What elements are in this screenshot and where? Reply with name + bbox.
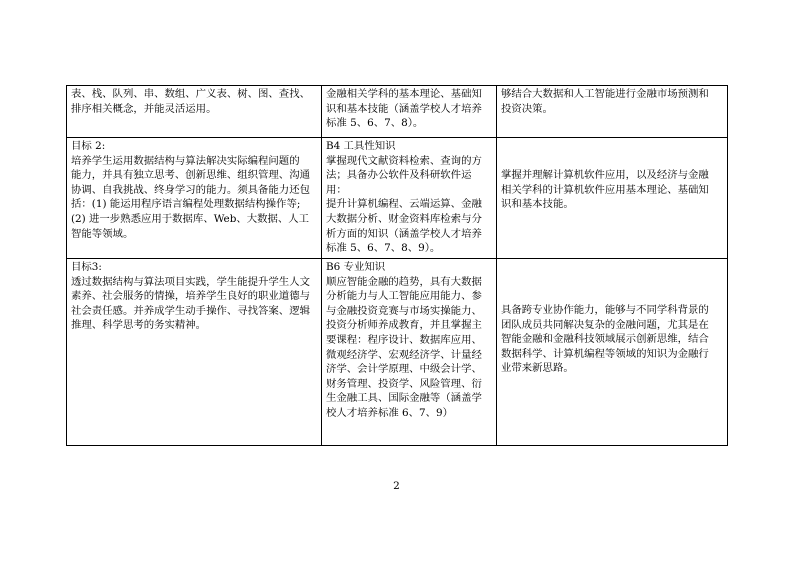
text-line: 微观经济学、宏观经济学、计量经 [326, 348, 482, 361]
text-line: 推理、科学思考的务实精神。 [71, 319, 207, 332]
text-line: 大数据分析、财金资料库检索与分 [326, 212, 482, 225]
text-line: 投资分析师养成教育，并且掌握主 [326, 319, 482, 332]
competency-cell [497, 138, 728, 259]
table-row [67, 86, 728, 138]
text-line: 社会责任感。并养成学生动手操作、寻找答案、逻辑 [71, 304, 310, 317]
competency-text [501, 260, 723, 376]
text-line: 要课程：程序设计、数据库应用、 [326, 333, 482, 346]
text-line: 掌握现代文献资料检索、查询的方 [326, 154, 482, 167]
standard-cell [322, 86, 497, 138]
text-line: 够结合大数据和人工智能进行金融市场预测和 [501, 88, 709, 100]
standard-text [326, 154, 492, 256]
text-line: 校人才培养标准 6、7、9） [326, 406, 454, 419]
standard-heading: B4 工具性知识 [326, 140, 396, 152]
text-line: 相关学科的计算机软件应用基本理论、基础知 [501, 183, 709, 196]
text-line: 掌握并理解计算机软件应用，以及经济与金融 [501, 169, 709, 181]
objective-cell [67, 138, 322, 259]
curriculum-objectives-table [66, 85, 728, 446]
competency-text [501, 139, 723, 212]
text-line: 标准 5、6、7、8）。 [326, 117, 424, 130]
text-line: 识和基本技能（涵盖学校人才培养 [326, 102, 482, 115]
text-line: 素养、社会服务的情操，培养学生良好的职业道德与 [71, 290, 310, 303]
text-line: 括：(1) 能运用程序语言编程处理数据结构操作等; [71, 198, 301, 211]
objective-text [71, 87, 317, 116]
standard-text [326, 275, 492, 421]
text-line: 分析能力与人工智能应用能力、参 [326, 290, 482, 303]
objective-cell [67, 259, 322, 446]
text-line: 具备跨专业协作能力，能够与不同学科背景的 [501, 304, 709, 316]
standard-heading: B6 专业知识 [326, 261, 386, 273]
text-line: 标准 5、6、7、8、9）。 [326, 242, 441, 255]
text-line: 能力，并具有独立思考、创新思维、组织管理、沟通 [71, 169, 310, 182]
text-line: 培养学生运用数据结构与算法解决实际编程问题的 [71, 154, 300, 167]
text-line: 提升计算机编程、云端运算、金融 [326, 198, 482, 211]
text-line: 协调、自我挑战、终身学习的能力。须具备能力还包 [71, 183, 310, 196]
text-line: 法；具备办公软件及科研软件运用： [326, 169, 472, 196]
text-line: 智能金融和金融科技领域展示创新思维，结合 [501, 333, 709, 346]
objective-text [71, 275, 317, 333]
competency-cell [497, 86, 728, 138]
objective-cell [67, 86, 322, 138]
objective-heading: 目标3: [71, 261, 102, 273]
text-line: 排序相关概念，并能灵活运用。 [71, 102, 217, 115]
text-line: 生金融工具、国际金融等（涵盖学 [326, 392, 482, 405]
text-line: 与金融投资竞赛与市场实操能力、 [326, 304, 482, 317]
standard-cell [322, 138, 497, 259]
text-line: 团队成员共同解决复杂的金融问题，尤其是在 [501, 318, 709, 331]
objective-heading: 目标 2: [71, 140, 106, 152]
standard-cell [322, 259, 497, 446]
page-number: 2 [393, 480, 400, 492]
text-line: 识和基本技能。 [501, 198, 574, 211]
competency-text [501, 87, 723, 116]
text-line: 财务管理、投资学、风险管理、衍 [326, 377, 482, 390]
competency-cell [497, 259, 728, 446]
text-line: 智能等领域。 [71, 227, 134, 240]
text-line: 顺应智能金融的趋势，具有大数据 [326, 275, 482, 288]
table-row [67, 138, 728, 259]
text-line: 透过数据结构与算法项目实践，学生能提升学生人文 [71, 275, 310, 288]
text-line: 析方面的知识（涵盖学校人才培养 [326, 227, 482, 240]
table-row [67, 259, 728, 446]
text-line: 表、栈、队列、串、数组、广义表、树、图、查找、 [71, 88, 310, 100]
text-line: 济学、会计学原理、中级会计学、 [326, 363, 482, 376]
text-line: 数据科学、计算机编程等领域的知识为金融行 [501, 347, 709, 360]
text-line: (2) 进一步熟悉应用于数据库、Web、大数据、人工 [71, 212, 310, 225]
standard-text [326, 87, 492, 131]
text-line: 投资决策。 [501, 102, 553, 115]
text-line: 业带来新思路。 [501, 362, 574, 375]
text-line: 金融相关学科的基本理论、基础知 [326, 88, 482, 100]
objective-text [71, 154, 317, 242]
